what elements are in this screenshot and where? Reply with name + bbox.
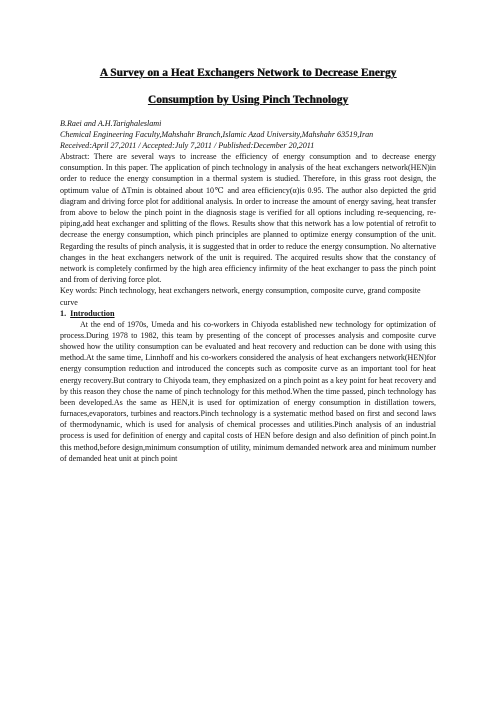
introduction-paragraph: At the end of 1970s, Umeda and his co-workers in Chiyoda established new technology for optimization of process.During 1978 to 1982, this team by presenting of the concept of processes analysis and composite curve showed how the utility consumption can be evaluated and heat recovery and reduction can be done with using this method.At the same time, Linnhoff and his co-workers considered the analysis of heat exchangers network(HEN)for energy consumption reduction and introduced the concepts such as composite curve as an important tool for heat energy recovery.But contrary to Chiyoda team, they emphasized on a pinch point as a key point for heat recovery and by this reason they chose the name of pinch technology for this method.When the time passed, pinch technology has been developed.As the same as HEN,it is used for optimization of energy consumption in distillation towers, furnaces,evaporators, turbines and reactors.Pinch technology is a systematic method based on first and second laws of thermodynamic, which is used for analysis of chemical processes and utilities.Pinch analysis of an industrial process is used for definition of energy and capital costs of HEN before design and also definition of pinch point.In this method,before design,minimum consumption of utility, minimum demanded network area and minimum number of demanded heat unit at pinch point: [60, 319, 436, 463]
keywords: Key words: Pinch technology, heat exchangers network, energy consumption, composite curve, grand composite curve: [60, 286, 421, 307]
section-title: Introduction: [70, 308, 115, 318]
title-line-1: A Survey on a Heat Exchangers Network to Decrease Energy: [99, 67, 397, 79]
abstract: Abstract: There are several ways to increase the efficiency of energy consumption and to decrease energy consumption. In this paper. The application of pinch technology in analysis of the heat exchangers network(HEN)in order to reduce the energy consumption in a thermal system is studied. Therefore, in this grass root design, the optimum value of ΔTmin is obtained about 10℃ and area efficiency(α)is 0.95. The author also depicted the grid diagram and driving force plot for additional analysis. In order to increase the amount of energy saving, heat transfer from above to below the pinch point in the diagnosis stage is verified for all options including re-sequencing, re-piping,add heat exchanger and splitting of the flows. Results show that this network has a low potential of retrofit to decrease the energy consumption, which pinch principles are planned to optimize energy consumption of the unit. Regarding the results of pinch analysis, it is suggested that in order to reduce the energy consumption. No alternative changes in the heat exchangers network of the unit is required. The acquired results show that the constancy of network is completely confirmed by the high area efficiency infirmity of the heat exchanger to pass the pinch point and from of deriving force plot.: [60, 152, 436, 285]
paper-title: [60, 66, 436, 108]
publication-dates: Received:April 27,2011 / Accepted:July 7,2011 / Published:December 20,2011: [60, 141, 315, 150]
title-line-2: Consumption by Using Pinch Technology: [147, 94, 349, 106]
section-number: 1.: [60, 308, 67, 318]
affiliation: Chemical Engineering Faculty,Mahshahr Branch,Islamic Azad University,Mahshahr 63519,Iran: [60, 130, 374, 139]
section-heading-introduction: [60, 308, 436, 319]
authors: B.Raei and A.H.Tarighaleslami: [60, 119, 162, 128]
